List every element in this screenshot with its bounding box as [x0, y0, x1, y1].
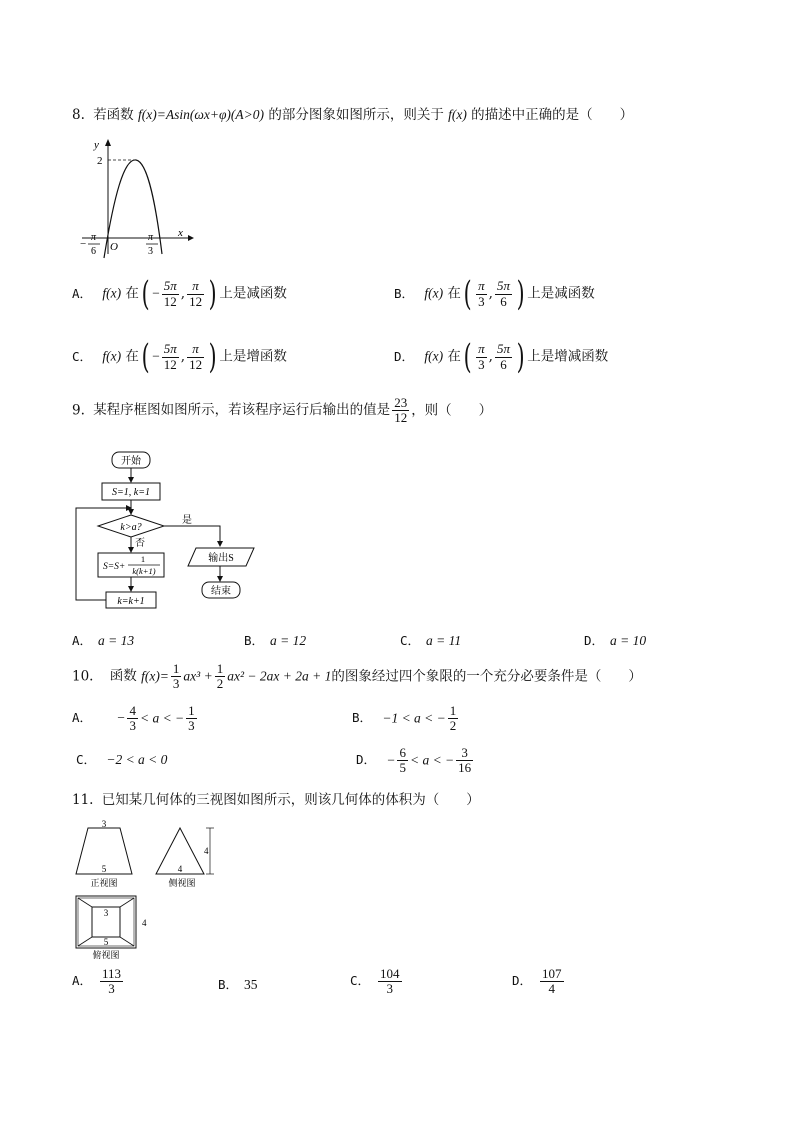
stem-text: ，则（ ） [411, 402, 493, 419]
fraction: $\frac{1}{3}$ [188, 703, 195, 734]
q8-option-c[interactable]: C． f(x) 在( − $\frac{5\pi}{12}$ , $\frac{\pi}{12}$ ) 上是增函数 [72, 337, 287, 377]
option-label: D． [394, 348, 415, 364]
fraction: $\frac{4}{3}$ [129, 703, 136, 734]
function-name: f(x)= [141, 668, 169, 684]
option-text: 上是增减函数 [527, 348, 609, 365]
right-tick-num: π [148, 232, 154, 243]
flow-update-k: k=k+1 [117, 596, 145, 607]
stem-text: 某程序框图如图所示，若该程序运行后输出的值是 [93, 402, 391, 419]
paren-right: ) [516, 274, 525, 314]
option-label: B． [352, 710, 373, 726]
y-tick-label: 2 [97, 155, 103, 167]
term: ax² − 2ax + 2a + 1 [227, 668, 332, 684]
paren-left: ( [463, 337, 472, 377]
fraction: $\frac{\pi}{12}$ [189, 278, 203, 309]
fraction: $\frac{5\pi}{12}$ [163, 278, 177, 309]
q8-option-a[interactable]: A． f(x) 在( − $\frac{5\pi}{12}$ , $\frac{\pi}{12}$ ) 上是减函数 [72, 274, 287, 314]
function-expression: f(x)=Asin(ωx+φ)(A>0) [137, 107, 265, 122]
fraction: $\frac{\pi}{12}$ [189, 341, 203, 372]
option-text: 上是减函数 [527, 285, 595, 302]
q10-option-d[interactable] [356, 746, 475, 776]
option-label: A． [72, 633, 93, 648]
fraction: $\frac{3}{16}$ [458, 745, 472, 776]
stem-text: 的图象经过四个象限的一个充分必要条件是（ ） [331, 668, 642, 685]
fraction: $\frac{5\pi}{6}$ [496, 278, 510, 309]
option-label: D． [512, 973, 533, 989]
flow-condition: k>a? [120, 522, 142, 533]
q10-option-a[interactable] [72, 704, 199, 734]
question-number: 10. [72, 668, 94, 685]
flow-yes: 是 [182, 515, 192, 526]
option-label: C． [400, 633, 421, 648]
stem-text: 若函数 [93, 107, 134, 123]
question-11-stem [72, 792, 480, 808]
q10-option-c[interactable] [76, 752, 167, 768]
top-side-dim: 4 [142, 918, 147, 928]
three-view-drawing [72, 818, 232, 960]
interval-sign: − [152, 285, 160, 301]
function-name: f(x) [424, 285, 444, 301]
fraction: $\frac{23}{12}$ [394, 395, 408, 426]
flow-end: 结束 [211, 586, 231, 597]
option-text: −2 < a < 0 [106, 752, 168, 767]
option-text: 上是增函数 [219, 348, 287, 365]
term: ax³ + [183, 668, 213, 684]
fraction: $\frac{5\pi}{12}$ [163, 341, 177, 372]
option-label: C． [76, 752, 97, 767]
question-number: 11. [72, 792, 94, 808]
side-base-dim: 4 [177, 864, 183, 874]
option-text: 在 [447, 348, 461, 365]
q8-option-b[interactable]: B． f(x) 在( $\frac{\pi}{3}$ , $\frac{5\pi}{6}$ ) 上是减函数 [394, 274, 595, 314]
interval-sign: − [152, 348, 160, 364]
fraction: $\frac{1}{2}$ [449, 703, 457, 734]
flow-no: 否 [135, 538, 145, 549]
flow-output: 输出S [208, 553, 234, 564]
q9-option-a[interactable] [72, 633, 134, 649]
paren-right: ) [208, 337, 217, 377]
q9-option-d[interactable] [584, 633, 646, 649]
option-label: B． [394, 285, 415, 301]
fraction: $\frac{1}{3}$ [172, 661, 180, 692]
x-axis-label: x [178, 227, 183, 239]
side-view-label: 侧视图 [168, 878, 196, 888]
left-tick-num: π [91, 232, 97, 243]
flowchart [72, 448, 272, 614]
stem-text: 函数 [109, 668, 137, 685]
paren-left: ( [141, 274, 150, 314]
function-name: f(x) [102, 348, 122, 364]
question-10-stem [72, 662, 642, 692]
fraction: $\frac{\pi}{3}$ [478, 341, 485, 372]
fraction: $\frac{113}{3}$ [102, 966, 122, 997]
option-text: < a < − [139, 710, 185, 726]
option-text: 上是减函数 [219, 285, 287, 302]
option-text: − [386, 752, 396, 768]
option-text: 在 [447, 285, 461, 302]
option-text: − [116, 710, 126, 726]
option-value: a = 10 [610, 633, 647, 648]
fraction: $\frac{1}{2}$ [216, 661, 224, 692]
flow-update-s: S=S+ [103, 562, 126, 572]
function-name: f(x) [102, 285, 122, 301]
question-8-stem [72, 107, 633, 123]
side-height-dim: 4 [204, 846, 209, 856]
option-value: a = 12 [270, 633, 307, 648]
option-text: < a < − [409, 752, 455, 768]
fraction: $\frac{5\pi}{6}$ [496, 341, 510, 372]
fraction: $\frac{104}{3}$ [380, 966, 400, 997]
option-label: A． [72, 285, 93, 301]
flow-init: S=1, k=1 [112, 487, 150, 498]
paren-left: ( [463, 274, 472, 314]
q9-option-b[interactable] [244, 633, 306, 649]
paren-left: ( [141, 337, 150, 377]
left-tick-den: 6 [91, 246, 96, 257]
top-outer-dim: 5 [103, 937, 109, 947]
flow-update-s-num: 1 [140, 554, 146, 564]
fraction: $\frac{6}{5}$ [399, 745, 406, 776]
q8-option-d[interactable]: D． f(x) 在( $\frac{\pi}{3}$ , $\frac{5\pi}{6}$ ) 上是增减函数 [394, 337, 609, 377]
option-text: 在 [125, 285, 139, 302]
q11-option-b[interactable] [218, 977, 258, 993]
option-value: a = 13 [98, 633, 135, 648]
option-label: A． [72, 973, 93, 989]
stem-text: 的部分图象如图所示，则关于 [268, 107, 444, 123]
top-view-label: 俯视图 [92, 950, 120, 960]
option-label: C． [350, 973, 371, 989]
stem-text: 已知某几何体的三视图如图所示，则该几何体的体积为（ ） [101, 792, 480, 808]
option-label: B． [244, 633, 265, 648]
option-text: −1 < a < − [382, 710, 446, 726]
q11-option-a[interactable] [72, 967, 125, 997]
question-number: 9. [72, 402, 85, 419]
option-label: D． [584, 633, 605, 648]
q11-option-d[interactable] [512, 967, 566, 997]
q9-option-c[interactable] [400, 633, 461, 649]
flow-start: 开始 [121, 456, 141, 467]
option-value: a = 11 [426, 633, 462, 648]
question-9-stem [72, 396, 492, 426]
option-value: 35 [244, 977, 258, 992]
function-name: f(x) [448, 107, 467, 122]
function-name: f(x) [424, 348, 444, 364]
front-view-label: 正视图 [90, 878, 118, 888]
y-axis-label: y [94, 139, 99, 151]
front-bottom-dim: 5 [101, 864, 107, 874]
stem-text: 的描述中正确的是（ ） [471, 107, 634, 123]
q11-option-c[interactable] [350, 967, 404, 997]
front-top-dim: 3 [101, 819, 107, 829]
flow-update-s-den: k(k+1) [132, 566, 156, 576]
question-number: 8. [72, 107, 85, 123]
option-label: B． [218, 977, 239, 992]
option-label: A． [72, 710, 93, 726]
fraction: $\frac{107}{4}$ [542, 966, 562, 997]
fraction: $\frac{\pi}{3}$ [478, 278, 485, 309]
right-tick-den: 3 [148, 246, 153, 257]
option-label: D． [356, 752, 377, 768]
paren-right: ) [208, 274, 217, 314]
origin-label: O [110, 241, 118, 253]
sine-graph [74, 136, 196, 260]
option-label: C． [72, 348, 93, 364]
option-text: 在 [125, 348, 139, 365]
paren-right: ) [516, 337, 525, 377]
left-tick-sign: − [80, 238, 87, 250]
q10-option-b[interactable] [352, 704, 460, 734]
top-inner-dim: 3 [103, 908, 109, 918]
